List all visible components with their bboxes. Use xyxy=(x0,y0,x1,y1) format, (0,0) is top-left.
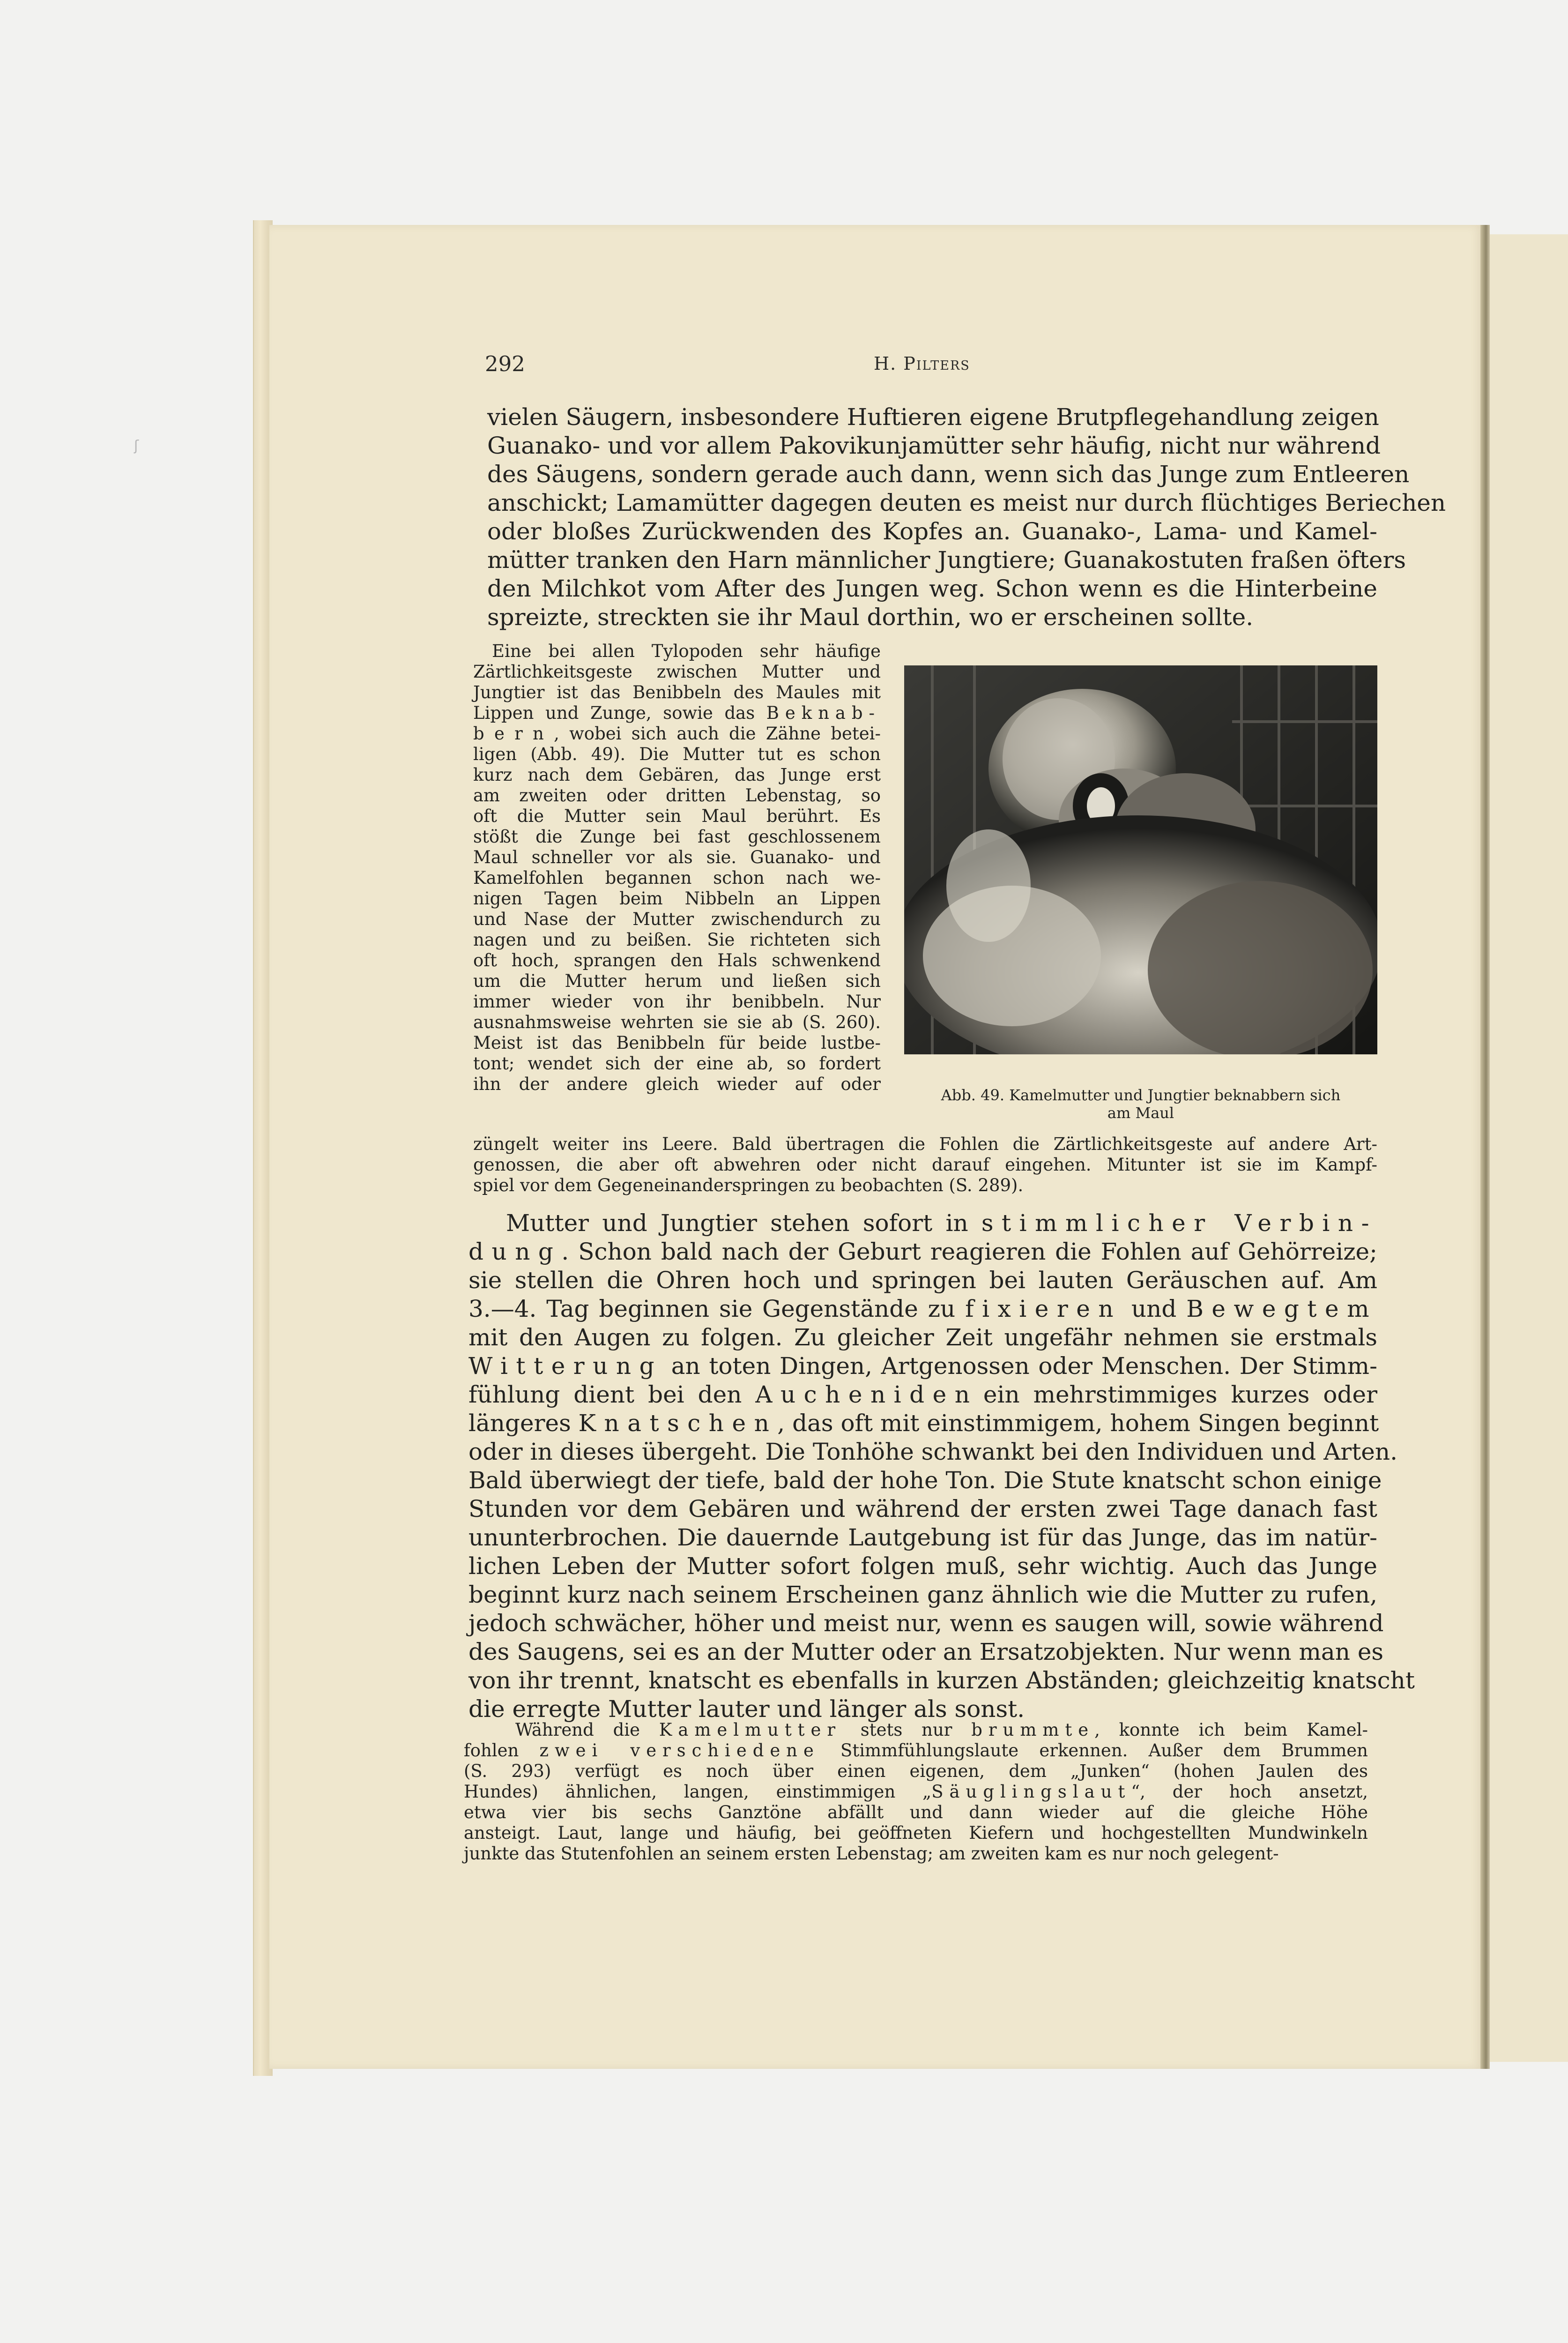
spaced-term: brummte xyxy=(971,1720,1095,1740)
margin-mark: ʃ xyxy=(134,438,139,454)
text-line: Maul schneller vor als sie. Guanako- und xyxy=(473,847,881,867)
text-line xyxy=(464,1782,1368,1802)
text-line: stößt die Zunge bei fast geschlossenem xyxy=(473,827,881,847)
text-segment: Während die xyxy=(515,1720,659,1740)
text-line xyxy=(468,1209,1377,1238)
text-line: züngelt weiter ins Leere. Bald übertragen die Fohlen die Zärtlichkeitsgeste auf andere Art- xyxy=(473,1134,1377,1154)
text-line: spiel vor dem Gegeneinanderspringen zu beobachten (S. 289). xyxy=(473,1175,1024,1195)
text-line: Eine bei allen Tylopoden sehr häufige xyxy=(492,641,881,661)
spaced-term: Auchenide xyxy=(755,1381,955,1408)
text-segment: “, der hoch ansetzt, xyxy=(1131,1782,1368,1802)
paragraph-main xyxy=(468,1209,1415,1724)
text-line: b e r n , wobei sich auch die Zähne betei- xyxy=(473,724,881,744)
text-segment: Lippen und Zunge, sowie das xyxy=(473,703,766,723)
text-line: sie stellen die Ohren hoch und springen bei lauten Geräuschen auf. Am xyxy=(468,1267,1377,1294)
text-segment: n ein mehrstimmiges kurzes oder xyxy=(954,1381,1378,1408)
spaced-term: Säuglingslaut xyxy=(931,1782,1131,1802)
text-line: Jungtier ist das Benibbeln des Maules mit xyxy=(473,682,881,702)
text-line: (S. 293) verfügt es noch über einen eigenen, dem „Junken“ (hohen Jaulen des xyxy=(464,1761,1368,1781)
text-line: kurz nach dem Gebären, das Junge erst xyxy=(473,765,881,785)
text-line: ihn der andere gleich wieder auf oder xyxy=(473,1074,881,1094)
text-segment: 3.—4. Tag beginnen sie Gegenstände zu xyxy=(468,1295,966,1322)
text-line: Guanako- und vor allem Pakovikunjamütter sehr häufig, nicht nur während xyxy=(487,432,1381,459)
text-segment: . Schon bald nach der Geburt reagieren die Fohlen auf Gehörreize; xyxy=(561,1238,1377,1265)
text-line: am zweiten oder dritten Lebenstag, so xyxy=(473,785,881,806)
spaced-term: Kamelmutter xyxy=(659,1720,841,1740)
text-line: um die Mutter herum und ließen sich xyxy=(473,971,881,991)
text-line: junkte das Stutenfohlen an seinem ersten Lebenstag; am zweiten kam es nur noch gelegent- xyxy=(464,1843,1279,1864)
text-line: Bald überwiegt der tiefe, bald der hohe Ton. Die Stute knatscht schon einige xyxy=(468,1467,1382,1494)
text-line: Kamelfohlen begannen schon nach we- xyxy=(473,868,881,888)
text-line: lichen Leben der Mutter sofort folgen muß, sehr wichtig. Auch das Junge xyxy=(468,1552,1377,1580)
text-line xyxy=(464,1740,1368,1761)
text-segment: längeres xyxy=(468,1410,579,1437)
running-title: H. Pilters xyxy=(874,353,970,374)
text-line: Stunden vor dem Gebären und während der ersten zwei Tage danach fast xyxy=(468,1495,1377,1522)
text-line: etwa vier bis sechs Ganztöne abfällt und dann wieder auf die gleiche Höhe xyxy=(464,1802,1368,1822)
text-segment: Stimmfühlungslaute erkennen. Außer dem Brummen xyxy=(819,1740,1368,1761)
text-segment: und xyxy=(1122,1295,1187,1322)
text-line: Zärtlichkeitsgeste zwischen Mutter und xyxy=(473,662,881,682)
text-line: ligen (Abb. 49). Die Mutter tut es schon xyxy=(473,744,881,764)
text-line: Meist ist das Benibbeln für beide lustbe- xyxy=(473,1033,881,1053)
text-line: vielen Säugern, insbesondere Huftieren eigene Brutpflegehandlung zeigen xyxy=(487,403,1379,431)
facing-page-edge xyxy=(1490,234,1568,2062)
text-segment: fühlung dient bei den xyxy=(468,1381,756,1408)
spaced-term: Bewegtem xyxy=(1186,1295,1378,1322)
spaced-term: dung xyxy=(468,1238,562,1265)
text-line: von ihr trennt, knatscht es ebenfalls in kurzen Abständen; gleichzeitig knatscht xyxy=(468,1667,1415,1694)
spaced-term: stimmlicher Verbin- xyxy=(981,1209,1377,1237)
text-line: genossen, die aber oft abwehren oder nicht darauf eingehen. Mitunter ist sie im Kampf- xyxy=(473,1155,1377,1175)
text-line: des Saugens, sei es an der Mutter oder an Ersatzobjekten. Nur wenn man es xyxy=(468,1638,1384,1665)
text-line: des Säugens, sondern gerade auch dann, wenn sich das Junge zum Entleeren xyxy=(487,461,1410,488)
text-line: oder in dieses übergeht. Die Tonhöhe schwankt bei den Individuen und Arten. xyxy=(468,1438,1397,1465)
text-line: jedoch schwächer, höher und meist nur, wenn es saugen will, sowie während xyxy=(468,1610,1384,1637)
text-line: nigen Tagen beim Nibbeln an Lippen xyxy=(473,888,881,909)
text-segment: stets nur xyxy=(841,1720,972,1740)
photo-camels xyxy=(904,665,1377,1054)
spaced-term: Witterung xyxy=(468,1352,663,1380)
text-line: nagen und zu beißen. Sie richteten sich xyxy=(473,930,881,950)
spaced-term: fixieren xyxy=(965,1295,1122,1322)
spaced-term: zwei verschiedene xyxy=(539,1740,820,1761)
paragraph-top xyxy=(487,403,1446,632)
spaced-term: Knatschen xyxy=(578,1410,778,1437)
text-line xyxy=(468,1352,1377,1380)
text-segment: an toten Dingen, Artgenossen oder Menschen. Der Stimm- xyxy=(662,1352,1377,1380)
caption-line: Abb. 49. Kamelmutter und Jungtier beknabbern sich xyxy=(941,1086,1341,1104)
text-line: ununterbrochen. Die dauernde Lautgebung ist für das Junge, das im natür- xyxy=(468,1524,1377,1551)
text-line xyxy=(468,1295,1377,1323)
text-line: mit den Augen zu folgen. Zu gleicher Zeit ungefähr nehmen sie erstmals xyxy=(468,1324,1377,1351)
text-line xyxy=(464,1720,1368,1740)
text-segment: fohlen xyxy=(464,1740,540,1761)
text-segment: Mutter und Jungtier stehen sofort in xyxy=(506,1209,981,1237)
text-segment: , das oft mit einstimmigem, hohem Singen beginnt xyxy=(777,1410,1379,1437)
caption-line: am Maul xyxy=(1107,1104,1174,1122)
text-line: anschickt; Lamamütter dagegen deuten es meist nur durch flüchtiges Beriechen xyxy=(487,489,1446,516)
book-gutter xyxy=(1480,225,1490,2069)
text-line: immer wieder von ihr benibbeln. Nur xyxy=(473,992,881,1012)
text-line: und Nase der Mutter zwischendurch zu xyxy=(473,909,881,929)
text-line: spreizte, streckten sie ihr Maul dorthin, wo er erscheinen sollte. xyxy=(487,604,1254,631)
text-line: ausnahmsweise wehrten sie sie ab (S. 260). xyxy=(473,1012,881,1032)
running-head xyxy=(485,351,1384,384)
text-line: den Milchkot vom After des Jungen weg. Schon wenn es die Hinterbeine xyxy=(487,575,1377,602)
spaced-term: Beknab- xyxy=(766,703,881,723)
text-line xyxy=(468,1380,1377,1409)
text-line: mütter tranken den Harn männlicher Jungtiere; Guanakostuten fraßen öfters xyxy=(487,546,1406,574)
text-line: tont; wendet sich der eine ab, so fordert xyxy=(473,1053,881,1074)
text-line: ansteigt. Laut, lange und häufig, bei geöffneten Kiefern und hochgestellten Mundwinkeln xyxy=(464,1823,1368,1843)
text-segment: Hundes) ähnlichen, langen, einstimmigen „ xyxy=(464,1782,932,1802)
page-number: 292 xyxy=(485,351,525,376)
text-line: beginnt kurz nach seinem Erscheinen ganz ähnlich wie die Mutter zu rufen, xyxy=(468,1581,1377,1608)
text-line: oder bloßes Zurückwenden des Kopfes an. Guanako-, Lama- und Kamel- xyxy=(487,518,1377,545)
text-line: oft die Mutter sein Maul berührt. Es xyxy=(473,806,881,826)
paragraph-small-column xyxy=(473,641,881,1095)
text-line xyxy=(468,1238,1377,1266)
text-line: die erregte Mutter lauter und länger als sonst. xyxy=(468,1695,1025,1723)
paragraph-small-continued xyxy=(473,1134,1377,1196)
text-line xyxy=(473,703,881,724)
figure-photo xyxy=(904,665,1377,1054)
text-line: oft hoch, sprangen den Hals schwenkend xyxy=(473,950,881,970)
text-segment: , konnte ich beim Kamel- xyxy=(1094,1720,1368,1740)
text-line xyxy=(468,1409,1377,1438)
paragraph-small-bottom xyxy=(464,1720,1368,1864)
figure-caption xyxy=(904,1086,1377,1122)
